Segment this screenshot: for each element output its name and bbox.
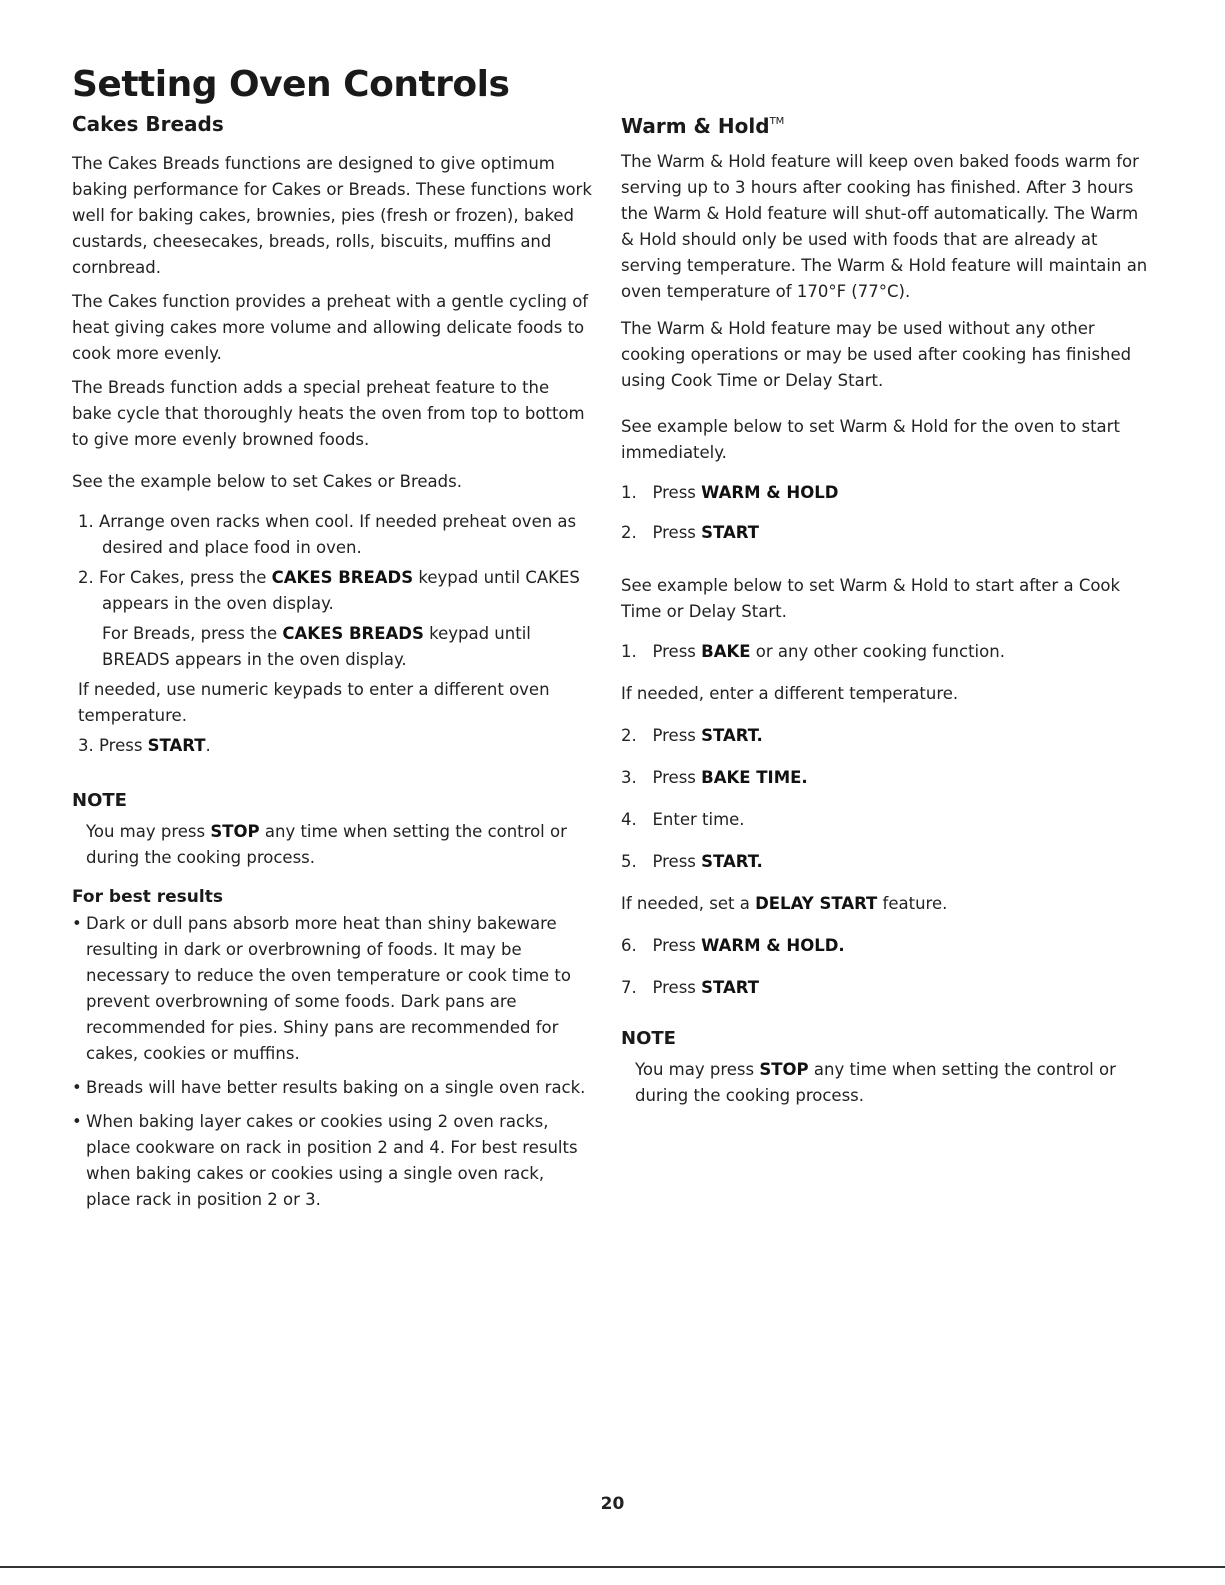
note-text-start: You may press <box>635 1060 760 1079</box>
step-3 <box>72 733 592 759</box>
breads-function-paragraph: The Breads function adds a special preheat feature to the bake cycle that thoroughly heats the oven from top to bottom to give more evenly browned foods. <box>72 378 585 449</box>
note-text-end: any time when setting the control or during the cooking process. <box>86 822 567 867</box>
bullet-2-text: Breads will have better results baking on a single oven rack. <box>86 1078 586 1097</box>
bullet-icon: • <box>72 1078 82 1097</box>
right-column <box>621 110 1151 1109</box>
note-heading-right: NOTE <box>621 1028 676 1049</box>
delay-if-needed: If needed, enter a different temperature. <box>621 684 959 703</box>
note-heading: NOTE <box>72 790 127 811</box>
warm-hold-usage: The Warm & Hold feature may be used without any other cooking operations or may be used after cooking has finished using Cook Time or Delay Start. <box>621 319 1132 390</box>
left-column <box>72 110 592 1213</box>
delay-step-2-text: 2. Press <box>621 726 702 745</box>
step-2b-text-end: keypad until BREADS appears in the oven display. <box>102 624 531 669</box>
cakes-breads-keypad-label-2: CAKES BREADS <box>282 624 424 643</box>
best-results-list <box>72 911 592 1213</box>
cakes-breads-intro: The Cakes Breads functions are designed to give optimum baking performance for Cakes or Breads. These functions work well for baking cakes, brownies, pies (fresh or frozen), baked custards, cheesecakes, breads, rolls, biscuits, muffins and cornbread. <box>72 154 592 277</box>
trademark-mark: TM <box>769 116 785 127</box>
step-3-text-end: . <box>205 736 211 755</box>
bottom-rule <box>0 1566 1225 1568</box>
page-title: Setting Oven Controls <box>72 64 510 105</box>
warm-step-2 <box>621 520 1151 546</box>
bullet-icon: • <box>72 1112 82 1131</box>
see-example-text: See the example below to set Cakes or Breads. <box>72 472 462 491</box>
warm-hold-keypad-label: WARM & HOLD. <box>701 936 845 955</box>
delay-step-3 <box>621 765 1151 791</box>
delay-step-1-text: 1. Press <box>621 642 702 661</box>
step-3-text: 3. Press <box>78 736 148 755</box>
delay-step-5 <box>621 849 1151 875</box>
bullet-3-text: When baking layer cakes or cookies using 2 oven racks, place cookware on rack in position 2 and 4. For best results when baking cakes or cookies using a single oven rack, place rack in position 2 or 3. <box>86 1112 578 1209</box>
bake-time-keypad-label: BAKE TIME. <box>701 768 808 787</box>
bullet-dark-pans <box>72 911 592 1067</box>
delay-step-1 <box>621 639 1151 665</box>
cakes-breads-keypad-label: CAKES BREADS <box>271 568 414 587</box>
bullet-layer-cakes <box>72 1109 592 1213</box>
warm-hold-example-2: See example below to set Warm & Hold to start after a Cook Time or Delay Start. <box>621 576 1121 621</box>
cakes-steps-list <box>72 509 592 673</box>
warm-hold-intro: The Warm & Hold feature will keep oven baked foods warm for serving up to 3 hours after cooking has finished. After 3 hours the Warm & Hold feature will shut-off automatically. The Warm & Hold should only be used with foods that are already at serving temperature. The Warm & Hold feature will maintain an oven temperature of 170°F (77°C). <box>621 152 1148 301</box>
delay-step-4: 4. Enter time. <box>621 810 745 829</box>
warm-hold-keypad-label: WARM & HOLD <box>701 483 839 502</box>
step-1 <box>78 509 592 561</box>
start-keypad-label: START <box>147 736 206 755</box>
step-2b <box>78 621 592 673</box>
delay-step-6 <box>621 933 1151 959</box>
warm-step-1 <box>621 480 1151 506</box>
delay-step-5-text: 5. Press <box>621 852 702 871</box>
delay-start-keypad-label: DELAY START <box>755 894 878 913</box>
warm-step-2-text: 2. Press <box>621 523 702 542</box>
stop-keypad-label: STOP <box>210 822 260 841</box>
page-number: 20 <box>600 1494 625 1514</box>
delay-step-7-text: 7. Press <box>621 978 702 997</box>
delay-start-text-end: feature. <box>877 894 948 913</box>
step-2 <box>78 565 592 617</box>
note-text-right <box>621 1057 1151 1109</box>
step-2b-text: For Breads, press the <box>102 624 283 643</box>
delay-start-if-needed <box>621 891 1151 917</box>
bullet-single-rack <box>72 1075 592 1101</box>
delay-step-2 <box>621 723 1151 749</box>
step-2-text-end: keypad until CAKES appears in the oven display. <box>102 568 580 613</box>
cakes-breads-heading: Cakes Breads <box>72 112 224 136</box>
delay-step-6-text: 6. Press <box>621 936 702 955</box>
warm-hold-heading <box>621 114 1151 138</box>
step-1-text: 1. Arrange oven racks when cool. If needed preheat oven as desired and place food in oven. <box>78 512 577 557</box>
note-text <box>72 819 592 871</box>
best-results-heading: For best results <box>72 887 223 907</box>
bake-keypad-label: BAKE <box>701 642 751 661</box>
note-text-end: any time when setting the control or during the cooking process. <box>635 1060 1116 1105</box>
delay-step-1-text-end: or any other cooking function. <box>750 642 1005 661</box>
stop-keypad-label: STOP <box>759 1060 809 1079</box>
delay-start-text: If needed, set a <box>621 894 756 913</box>
bullet-1-text: Dark or dull pans absorb more heat than shiny bakeware resulting in dark or overbrowning of foods. It may be necessary to reduce the oven temperature or cook time to prevent overbrowning of some foods. Dark pans are recommended for pies. Shiny pans are recommended for cakes, cookies or muffins. <box>86 914 571 1063</box>
start-keypad-label: START <box>701 523 760 542</box>
bullet-icon: • <box>72 914 82 933</box>
step-2-text: 2. For Cakes, press the <box>78 568 272 587</box>
if-needed-text: If needed, use numeric keypads to enter a different oven temperature. <box>78 680 550 725</box>
delay-step-7 <box>621 975 1151 1001</box>
start-keypad-label: START. <box>701 852 763 871</box>
warm-hold-heading-text: Warm & Hold <box>621 114 770 138</box>
delay-step-3-text: 3. Press <box>621 768 702 787</box>
cakes-function-paragraph: The Cakes function provides a preheat with a gentle cycling of heat giving cakes more volume and allowing delicate foods to cook more evenly. <box>72 292 589 363</box>
warm-step-1-text: 1. Press <box>621 483 702 502</box>
warm-hold-example-1: See example below to set Warm & Hold for the oven to start immediately. <box>621 417 1120 462</box>
note-text-start: You may press <box>86 822 211 841</box>
start-keypad-label: START. <box>701 726 763 745</box>
start-keypad-label: START <box>701 978 760 997</box>
